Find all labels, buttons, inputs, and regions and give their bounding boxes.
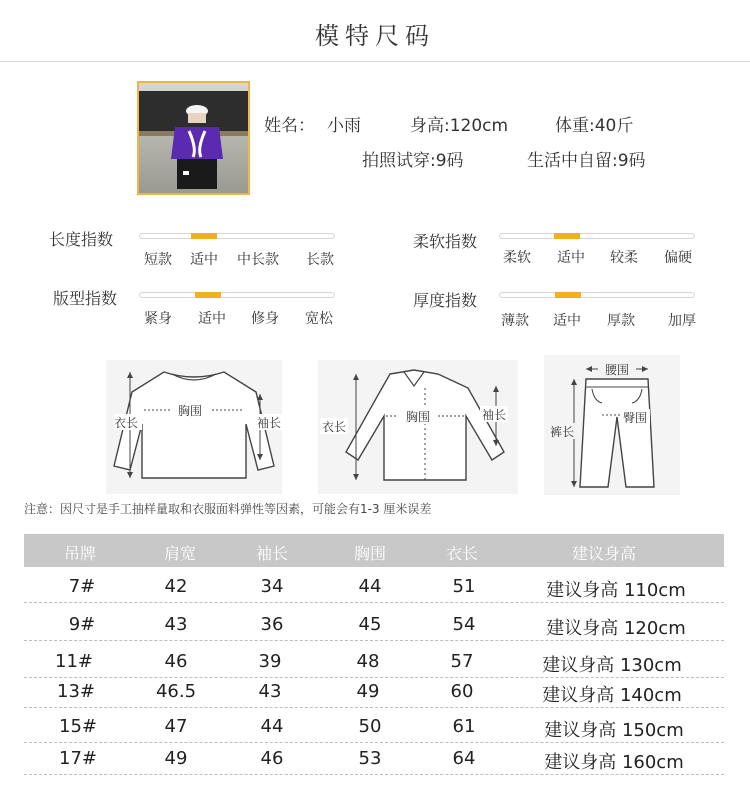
cell-tag: 7#: [68, 576, 96, 597]
cell-chest: 49: [356, 681, 380, 702]
cell-sleeve: 39: [258, 651, 282, 672]
cell-length: 57: [450, 651, 474, 672]
model-photo-size: 拍照试穿:9码: [362, 151, 464, 171]
table-row: [24, 675, 724, 708]
page-title: 模特尺码: [315, 22, 435, 50]
thickness-option: 厚款: [607, 313, 635, 329]
cell-suggested-height: 建议身高 150cm: [544, 720, 684, 741]
sweater-diagram: [106, 360, 282, 494]
length-option: 适中: [190, 252, 218, 268]
header-tag: 吊牌: [63, 544, 96, 563]
table-row: [24, 742, 724, 775]
thickness-index-bar: [499, 292, 695, 298]
cell-shoulder: 42: [164, 576, 188, 597]
model-photo: [137, 81, 250, 195]
header-chest: 胸围: [353, 544, 386, 563]
length-option: 长款: [306, 252, 334, 268]
softness-option: 较柔: [610, 250, 638, 266]
cell-length: 51: [452, 576, 476, 597]
cell-chest: 44: [358, 576, 382, 597]
header-length: 衣长: [445, 544, 478, 563]
cell-suggested-height: 建议身高 160cm: [544, 752, 684, 773]
cell-tag: 13#: [57, 681, 95, 702]
fit-option: 紧身: [144, 311, 172, 327]
header-shoulder: 肩宽: [163, 544, 196, 563]
cell-tag: 17#: [59, 748, 97, 769]
length-index-label: 长度指数: [49, 230, 114, 249]
pants-waist-label: 腰围: [604, 363, 630, 377]
model-name-label: 姓名：: [264, 116, 315, 136]
fit-index-bar: [139, 292, 335, 298]
cell-shoulder: 46: [164, 651, 188, 672]
shirt-length-label: 衣长: [321, 420, 347, 434]
cell-suggested-height: 建议身高 140cm: [542, 685, 682, 706]
fit-option: 宽松: [305, 311, 333, 327]
softness-option: 偏硬: [664, 250, 692, 266]
fit-index-label: 版型指数: [53, 289, 118, 308]
model-daily-size: 生活中自留:9码: [527, 151, 646, 171]
cell-shoulder: 47: [164, 716, 188, 737]
sweater-chest-label: 胸围: [177, 404, 203, 418]
cell-chest: 48: [356, 651, 380, 672]
softness-index-marker: [554, 233, 580, 239]
header-suggested-height: 建议身高: [571, 544, 636, 563]
length-option: 短款: [144, 252, 172, 268]
measurement-note: 注意：因尺寸是手工抽样量取和衣服面料弹性等因素，可能会有1-3 厘米误差: [24, 502, 432, 516]
size-table-header: [24, 534, 724, 567]
length-index-marker: [191, 233, 217, 239]
shirt-sleeve-label: 袖长: [481, 408, 507, 422]
sweater-sleeve-label: 袖长: [256, 416, 282, 430]
thickness-option: 薄款: [501, 313, 529, 329]
model-height: 身高:120cm: [410, 116, 509, 136]
model-weight: 体重:40斤: [555, 116, 634, 136]
pants-length-label: 裤长: [549, 425, 575, 439]
cell-suggested-height: 建议身高 110cm: [546, 580, 686, 601]
cell-length: 60: [450, 681, 474, 702]
cell-chest: 45: [358, 614, 382, 635]
cell-sleeve: 34: [260, 576, 284, 597]
cell-length: 64: [452, 748, 476, 769]
softness-index-bar: [499, 233, 695, 239]
cell-sleeve: 44: [260, 716, 284, 737]
cell-tag: 11#: [55, 651, 93, 672]
pants-diagram: [544, 355, 680, 495]
cell-sleeve: 36: [260, 614, 284, 635]
thickness-option: 加厚: [668, 313, 696, 329]
cell-shoulder: 46.5: [155, 681, 197, 702]
cell-tag: 9#: [68, 614, 96, 635]
fit-option: 适中: [198, 311, 226, 327]
cell-suggested-height: 建议身高 120cm: [546, 618, 686, 639]
cell-sleeve: 46: [260, 748, 284, 769]
cell-chest: 50: [358, 716, 382, 737]
softness-option: 柔软: [503, 250, 531, 266]
cell-sleeve: 43: [258, 681, 282, 702]
cell-tag: 15#: [59, 716, 97, 737]
cell-chest: 53: [358, 748, 382, 769]
pants-hip-label: 臀围: [622, 411, 648, 425]
model-name: 小雨: [327, 116, 361, 136]
header-sleeve: 袖长: [255, 544, 288, 563]
fit-option: 修身: [251, 311, 279, 327]
length-option: 中长款: [237, 252, 279, 268]
sweater-length-label: 衣长: [113, 416, 139, 430]
length-index-bar: [139, 233, 335, 239]
title-divider: [0, 61, 750, 62]
shirt-chest-label: 胸围: [405, 410, 431, 424]
shirt-diagram: [318, 360, 518, 494]
thickness-option: 适中: [553, 313, 581, 329]
thickness-index-marker: [555, 292, 581, 298]
fit-index-marker: [195, 292, 221, 298]
table-row: [24, 645, 724, 678]
table-row: [24, 608, 724, 641]
cell-shoulder: 49: [164, 748, 188, 769]
thickness-index-label: 厚度指数: [413, 291, 478, 310]
cell-length: 61: [452, 716, 476, 737]
model-figure: [169, 101, 225, 193]
cell-shoulder: 43: [164, 614, 188, 635]
softness-option: 适中: [557, 250, 585, 266]
cell-suggested-height: 建议身高 130cm: [542, 655, 682, 676]
table-row: [24, 570, 724, 603]
softness-index-label: 柔软指数: [413, 232, 478, 251]
table-row: [24, 710, 724, 743]
cell-length: 54: [452, 614, 476, 635]
